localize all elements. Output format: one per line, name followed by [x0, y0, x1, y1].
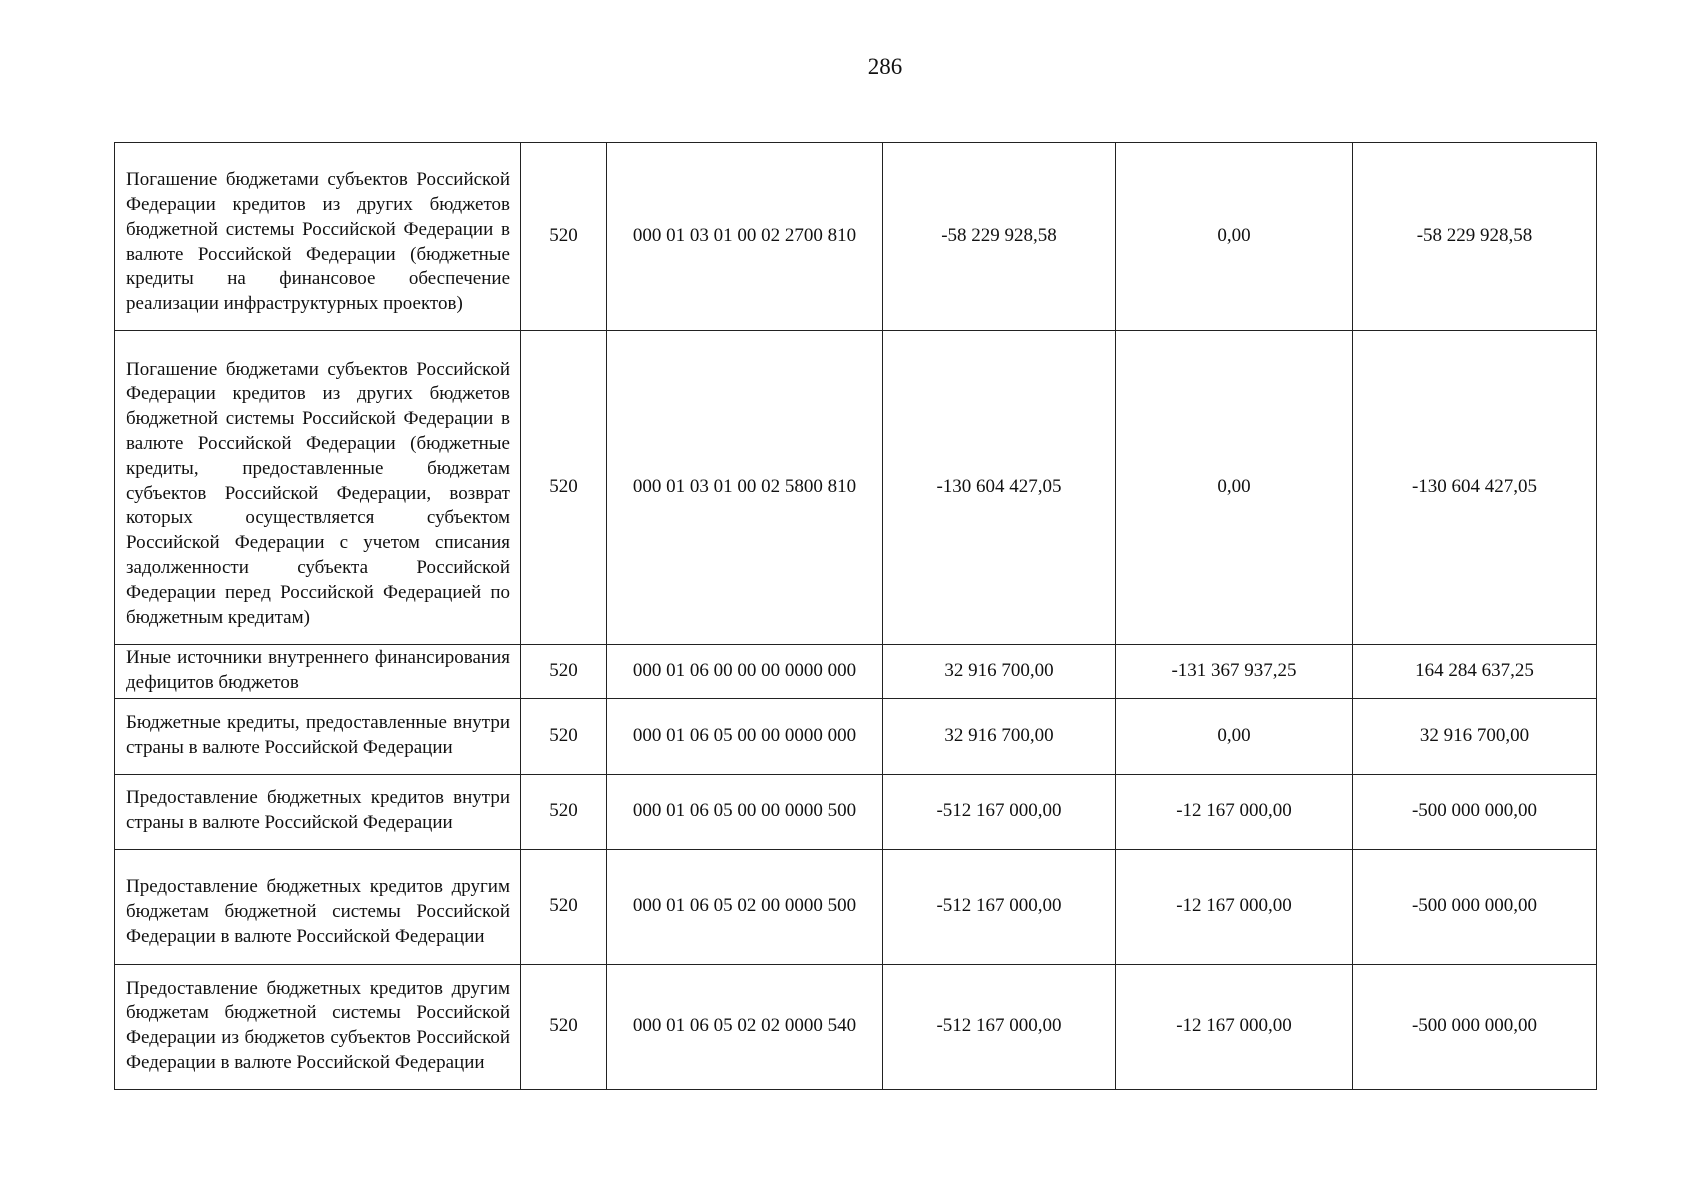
row-description: Предоставление бюджетных кредитов другим бюджетам бюджетной системы Российской Федерации из бюджетов субъектов Российской Федерации в валюте Российской Федерации [115, 964, 521, 1089]
amount-2-cell: 0,00 [1116, 143, 1353, 331]
admin-code-cell: 520 [521, 849, 607, 964]
amount-2-cell: -12 167 000,00 [1116, 964, 1353, 1089]
table-row [115, 774, 1597, 849]
classification-code-cell: 000 01 06 05 02 02 0000 540 [607, 964, 883, 1089]
table-row [115, 849, 1597, 964]
admin-code-cell: 520 [521, 774, 607, 849]
budget-sources-table [114, 142, 1597, 1090]
admin-code-cell: 520 [521, 331, 607, 645]
amount-2-cell: -131 367 937,25 [1116, 645, 1353, 699]
page-number: 286 [867, 54, 903, 79]
row-description: Погашение бюджетами субъектов Российской Федерации кредитов из других бюджетов бюджетной системы Российской Федерации в валюте Российской Федерации (бюджетные кредиты, предоставленные бюджетам субъектов Российской Федерации, возврат которых осуществляется субъектом Российской Федерации с учетом списания задолженности субъекта Российской Федерации перед Российской Федерацией по бюджетным кредитам) [115, 331, 521, 645]
row-description: Предоставление бюджетных кредитов другим бюджетам бюджетной системы Российской Федерации в валюте Российской Федерации [115, 849, 521, 964]
admin-code-cell: 520 [521, 698, 607, 774]
classification-code-cell: 000 01 06 00 00 00 0000 000 [607, 645, 883, 699]
amount-3-cell: -500 000 000,00 [1353, 849, 1597, 964]
amount-3-cell: -130 604 427,05 [1353, 331, 1597, 645]
amount-3-cell: -500 000 000,00 [1353, 774, 1597, 849]
classification-code-cell: 000 01 06 05 00 00 0000 000 [607, 698, 883, 774]
amount-3-cell: 164 284 637,25 [1353, 645, 1597, 699]
table-row [115, 331, 1597, 645]
amount-1-cell: 32 916 700,00 [883, 698, 1116, 774]
admin-code-cell: 520 [521, 645, 607, 699]
amount-1-cell: -512 167 000,00 [883, 849, 1116, 964]
classification-code-cell: 000 01 06 05 00 00 0000 500 [607, 774, 883, 849]
amount-1-cell: -130 604 427,05 [883, 331, 1116, 645]
classification-code-cell: 000 01 03 01 00 02 5800 810 [607, 331, 883, 645]
row-description: Погашение бюджетами субъектов Российской Федерации кредитов из других бюджетов бюджетной системы Российской Федерации в валюте Российской Федерации (бюджетные кредиты на финансовое обеспечение реализации инфраструктурных проектов) [115, 143, 521, 331]
amount-1-cell: -512 167 000,00 [883, 964, 1116, 1089]
table-row [115, 698, 1597, 774]
admin-code-cell: 520 [521, 964, 607, 1089]
amount-3-cell: -500 000 000,00 [1353, 964, 1597, 1089]
amount-2-cell: 0,00 [1116, 698, 1353, 774]
amount-1-cell: -512 167 000,00 [883, 774, 1116, 849]
amount-2-cell: 0,00 [1116, 331, 1353, 645]
admin-code-cell: 520 [521, 143, 607, 331]
amount-1-cell: 32 916 700,00 [883, 645, 1116, 699]
amount-3-cell: -58 229 928,58 [1353, 143, 1597, 331]
amount-1-cell: -58 229 928,58 [883, 143, 1116, 331]
amount-3-cell: 32 916 700,00 [1353, 698, 1597, 774]
row-description: Иные источники внутреннего финансирования дефицитов бюджетов [115, 645, 521, 699]
table-row [115, 143, 1597, 331]
table-row [115, 964, 1597, 1089]
amount-2-cell: -12 167 000,00 [1116, 774, 1353, 849]
amount-2-cell: -12 167 000,00 [1116, 849, 1353, 964]
table-row [115, 645, 1597, 699]
classification-code-cell: 000 01 06 05 02 00 0000 500 [607, 849, 883, 964]
classification-code-cell: 000 01 03 01 00 02 2700 810 [607, 143, 883, 331]
row-description: Предоставление бюджетных кредитов внутри страны в валюте Российской Федерации [115, 774, 521, 849]
row-description: Бюджетные кредиты, предоставленные внутри страны в валюте Российской Федерации [115, 698, 521, 774]
